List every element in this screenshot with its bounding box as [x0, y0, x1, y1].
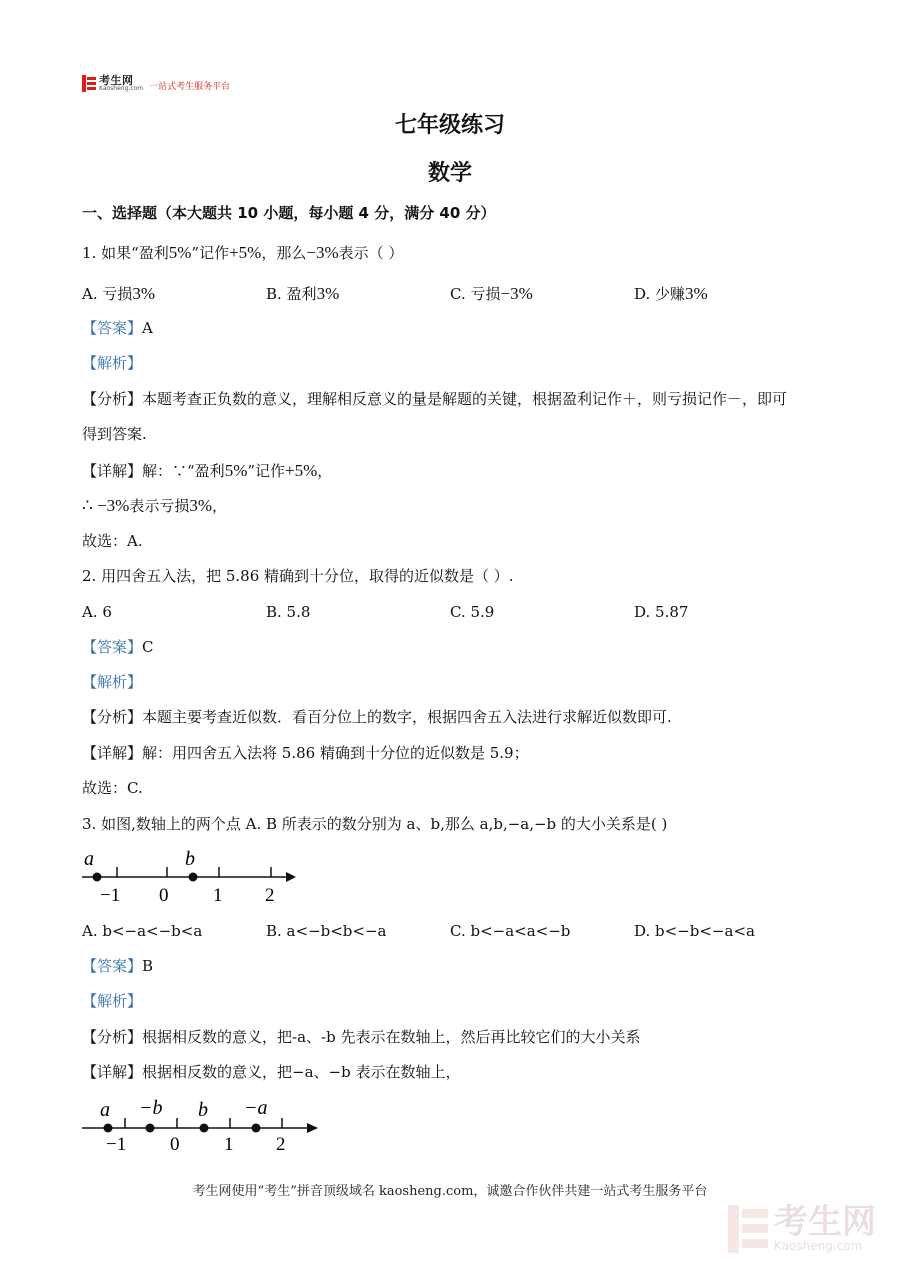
q1-option-a-label: A. 亏损 — [82, 285, 133, 303]
point-b — [189, 873, 198, 882]
q3-option-c: C. b<−a<a<−b — [450, 922, 571, 940]
tick2-neg1: −1 — [106, 1134, 127, 1155]
tick2-0: 0 — [170, 1134, 180, 1155]
q1-xiangjie-a: 解：∵“盈利 — [142, 462, 225, 480]
q3-fenxi-tag: 【分析】 — [82, 1028, 143, 1046]
label-neg-b: −b — [139, 1097, 163, 1119]
q1-choose: 故选：A. — [82, 532, 143, 550]
q3-answer-value: B — [142, 957, 154, 975]
number-line-2 — [78, 1094, 328, 1156]
q1-option-a-math: 3% — [132, 284, 156, 303]
logo-slogan: 一站式考生服务平台 — [149, 81, 231, 92]
q1-option-d-math: 3% — [685, 284, 708, 303]
tick-neg1: −1 — [100, 885, 121, 906]
q1-xiangjie-tag: 【详解】 — [82, 462, 143, 480]
q3-stem: 3. 如图,数轴上的两个点 A. B 所表示的数分别为 a、b,那么 a,b,−a,−b 的大小关系是( ) — [82, 815, 668, 833]
label-b2: b — [198, 1099, 208, 1121]
q1-analysis-tag: 【解析】 — [82, 354, 143, 372]
tick2-1: 1 — [224, 1134, 234, 1155]
q1-therefore-b: ， — [212, 497, 228, 515]
tick-1: 1 — [213, 885, 223, 906]
q1-stem-b: ”记作 — [191, 244, 230, 262]
q1-xiangjie-b: ”记作 — [247, 462, 286, 480]
header-logo — [82, 73, 230, 93]
q1-stem-m1: 5% — [168, 243, 192, 262]
q3-xiangjie — [82, 1061, 460, 1083]
q1-xiangjie — [82, 460, 332, 482]
point-a2 — [104, 1124, 113, 1133]
q1-therefore-a: 表示亏损 — [129, 497, 190, 515]
q1-option-c-math: −3% — [500, 284, 533, 303]
watermark — [728, 1202, 876, 1253]
q1-stem-a: 1. 如果“盈利 — [82, 244, 169, 262]
page-title: 七年级练习 — [394, 113, 505, 138]
q3-fenxi — [82, 1026, 640, 1048]
section-heading: 一、选择题（本大题共 10 小题，每小题 4 分，满分 40 分） — [82, 204, 496, 222]
q2-xiangjie-tag: 【详解】 — [82, 744, 143, 762]
q2-option-b: B. 5.8 — [266, 603, 311, 621]
tick-0: 0 — [159, 885, 169, 906]
q1-fenxi-tag: 【分析】 — [82, 390, 143, 408]
q2-answer-value: C — [142, 638, 154, 656]
q2-answer-tag: 【答案】 — [82, 638, 143, 656]
q2-fenxi-text: 本题主要考查近似数．看百分位上的数字，根据四舍五入法进行求解近似数即可. — [142, 708, 672, 726]
q2-fenxi-tag: 【分析】 — [82, 708, 143, 726]
label-neg-a: −a — [244, 1097, 268, 1119]
q2-analysis-tag: 【解析】 — [82, 673, 143, 691]
q1-stem-m2: +5% — [229, 243, 262, 262]
footer-text: 考生网使用“考生”拼音顶级域名 kaosheng.com，诚邀合作伙伴共建一站式考生服务平台 — [192, 1184, 708, 1199]
q3-option-b: B. a<−b<b<−a — [266, 922, 387, 940]
q1-answer-value: A — [142, 319, 153, 337]
watermark-cn: 考生网 — [774, 1202, 876, 1242]
q1-therefore — [82, 495, 227, 517]
q3-answer — [82, 955, 153, 977]
q2-stem: 2. 用四舍五入法，把 5.86 精确到十分位，取得的近似数是（ ）. — [82, 567, 514, 585]
logo-cn: 考生网 — [99, 73, 134, 87]
point-neg-b — [146, 1124, 155, 1133]
label-a2: a — [100, 1099, 110, 1121]
tick-2: 2 — [265, 885, 275, 906]
q3-fenxi-text: 根据相反数的意义，把-a、-b 先表示在数轴上，然后再比较它们的大小关系 — [142, 1028, 641, 1046]
q1-option-c-label: C. 亏损 — [450, 285, 501, 303]
point-neg-a — [252, 1124, 261, 1133]
logo-mark-icon — [82, 75, 96, 92]
q3-option-a: A. b<−a<−b<a — [82, 922, 203, 940]
q1-fenxi-text: 本题考查正负数的意义，理解相反意义的量是解题的关键，根据盈利记作＋，则亏损记作－，即可 — [142, 390, 788, 408]
q2-fenxi — [82, 706, 672, 728]
q1-option-d-label: D. 少赚 — [634, 285, 686, 303]
q2-xiangjie-text: 解：用四舍五入法将 5.86 精确到十分位的近似数是 5.9； — [142, 744, 529, 762]
q1-stem-c: ，那么 — [261, 244, 307, 262]
watermark-en: Kaosheng.com — [774, 1239, 863, 1253]
q2-answer — [82, 636, 154, 658]
q3-option-d: D. b<−b<−a<a — [634, 922, 755, 940]
label-a: a — [84, 848, 94, 870]
q2-option-c: C. 5.9 — [450, 603, 495, 621]
number-line-1 — [78, 845, 308, 907]
axis1-arrow-icon — [286, 872, 296, 882]
q1-option-a — [82, 283, 155, 305]
q1-therefore-m1: ∴ −3% — [82, 496, 130, 515]
point-a — [93, 873, 102, 882]
q1-fenxi-2: 得到答案. — [82, 425, 147, 443]
q1-answer-tag: 【答案】 — [82, 319, 143, 337]
q1-option-d — [634, 283, 708, 305]
q1-xiangjie-m1: 5% — [224, 461, 248, 480]
q1-therefore-m2: 3% — [189, 496, 213, 515]
q1-option-b-label: B. 盈利 — [266, 285, 317, 303]
q3-analysis-tag: 【解析】 — [82, 992, 143, 1010]
point-b2 — [200, 1124, 209, 1133]
q1-option-c — [450, 283, 533, 305]
q2-xiangjie — [82, 742, 529, 764]
page-subject: 数学 — [427, 161, 472, 186]
label-b: b — [185, 848, 195, 870]
q2-option-a: A. 6 — [82, 603, 112, 621]
tick2-2: 2 — [276, 1134, 286, 1155]
q1-option-b — [266, 283, 339, 305]
q3-xiangjie-tag: 【详解】 — [82, 1063, 143, 1081]
q1-fenxi-1 — [82, 388, 787, 410]
q1-option-b-math: 3% — [316, 284, 340, 303]
q3-xiangjie-text: 根据相反数的意义，把−a、−b 表示在数轴上， — [142, 1063, 461, 1081]
q1-xiangjie-c: ， — [317, 462, 333, 480]
axis2-arrow-icon — [307, 1123, 318, 1133]
watermark-logo-icon — [728, 1205, 768, 1253]
q1-stem-m3: −3% — [306, 243, 339, 262]
q3-answer-tag: 【答案】 — [82, 957, 143, 975]
q1-xiangjie-m2: +5% — [285, 461, 318, 480]
q1-answer — [82, 317, 153, 339]
q1-stem-d: 表示（ ） — [338, 244, 404, 262]
q2-choose: 故选：C. — [82, 779, 143, 797]
q1-stem — [82, 242, 403, 264]
logo-en: Kaosheng.com — [99, 84, 144, 92]
q2-option-d: D. 5.87 — [634, 603, 689, 621]
